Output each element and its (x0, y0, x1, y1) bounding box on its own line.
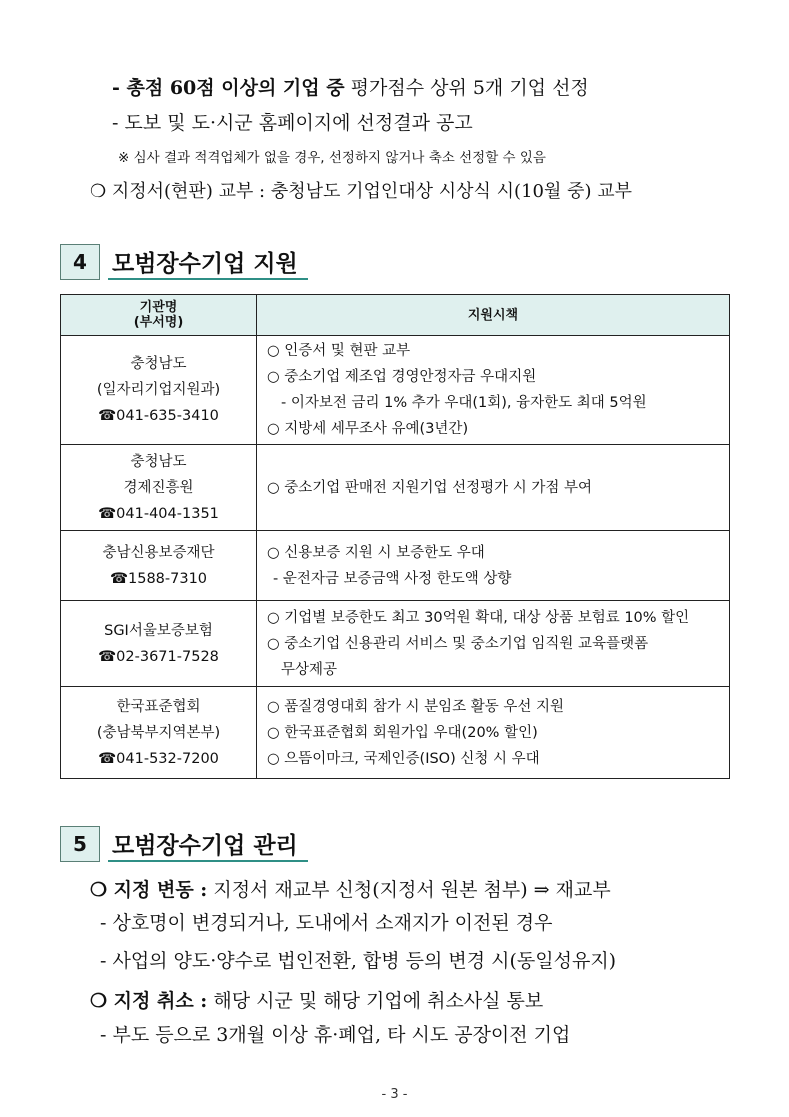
criteria-line (112, 73, 589, 100)
measure-cell: ○ 신용보증 지원 시 보증한도 우대 - 운전자금 보증금액 사정 한도액 상향 (257, 531, 730, 601)
table-row (61, 445, 730, 531)
section-5-number: 5 (60, 826, 100, 862)
criteria-strong: - 총점 60점 이상의 기업 중 (112, 77, 345, 99)
measure-cell: ○ 인증서 및 현판 교부 ○ 중소기업 제조업 경영안정자금 우대지원 - 이자보전 금리 1% 추가 우대(1회), 융자한도 최대 5억원 ○ 지방세 세무조사 유예(3년간) (257, 336, 730, 445)
section-4-number: 4 (60, 244, 100, 280)
support-table (60, 294, 730, 779)
org-cell: 충청남도 경제진흥원 ☎041-404-1351 (61, 445, 257, 531)
cancel-case: - 부도 등으로 3개월 이상 휴·폐업, 타 시도 공장이전 기업 (100, 1024, 571, 1046)
table-row (61, 687, 730, 779)
org-cell: 충남신용보증재단 ☎1588-7310 (61, 531, 257, 601)
certificate-line: ❍ 지정서(현판) 교부 : 충청남도 기업인대상 시상식 시(10월 중) 교부 (90, 181, 632, 202)
table-header-row (61, 295, 730, 336)
org-cell: 충청남도 (일자리기업지원과) ☎041-635-3410 (61, 336, 257, 445)
announcement-line: - 도보 및 도·시군 홈페이지에 선정결과 공고 (112, 112, 473, 134)
section-4-title: 모범장수기업 지원 (108, 244, 308, 280)
measure-cell: ○ 품질경영대회 참가 시 분임조 활동 우선 지원 ○ 한국표준협회 회원가입 우대(20% 할인) ○ 으뜸이마크, 국제인증(ISO) 신청 시 우대 (257, 687, 730, 779)
change-case-2: - 사업의 양도·양수로 법인전환, 합병 등의 변경 시(동일성유지) (100, 950, 617, 972)
change-case-1: - 상호명이 변경되거나, 도내에서 소재지가 이전된 경우 (100, 912, 553, 934)
measure-cell: ○ 중소기업 판매전 지원기업 선정평가 시 가점 부여 (257, 445, 730, 531)
header-measure: 지원시책 (257, 295, 730, 336)
table-row (61, 601, 730, 687)
measure-cell: ○ 기업별 보증한도 최고 30억원 확대, 대상 상품 보험료 10% 할인 ○ 중소기업 신용관리 서비스 및 중소기업 임직원 교육플랫폼 무상제공 (257, 601, 730, 687)
criteria-rest: 평가점수 상위 5개 기업 선정 (344, 77, 589, 99)
page-number: - 3 - (381, 1087, 408, 1102)
table-row (61, 531, 730, 601)
selection-note: ※ 심사 결과 적격업체가 없을 경우, 선정하지 않거나 축소 선정할 수 있음 (118, 150, 546, 166)
section-5-title: 모범장수기업 관리 (108, 826, 308, 862)
org-cell: SGI서울보증보험 ☎02-3671-7528 (61, 601, 257, 687)
section-5-header (60, 826, 308, 862)
cancel-line: ❍ 지정 취소 : 해당 시군 및 해당 기업에 취소사실 통보 (90, 990, 544, 1012)
section-4-header (60, 244, 308, 280)
change-line: ❍ 지정 변동 : 지정서 재교부 신청(지정서 원본 첨부) ⇒ 재교부 (90, 879, 611, 901)
header-org: 기관명 (부서명) (61, 295, 257, 336)
org-cell: 한국표준협회 (충남북부지역본부) ☎041-532-7200 (61, 687, 257, 779)
table-row (61, 336, 730, 445)
